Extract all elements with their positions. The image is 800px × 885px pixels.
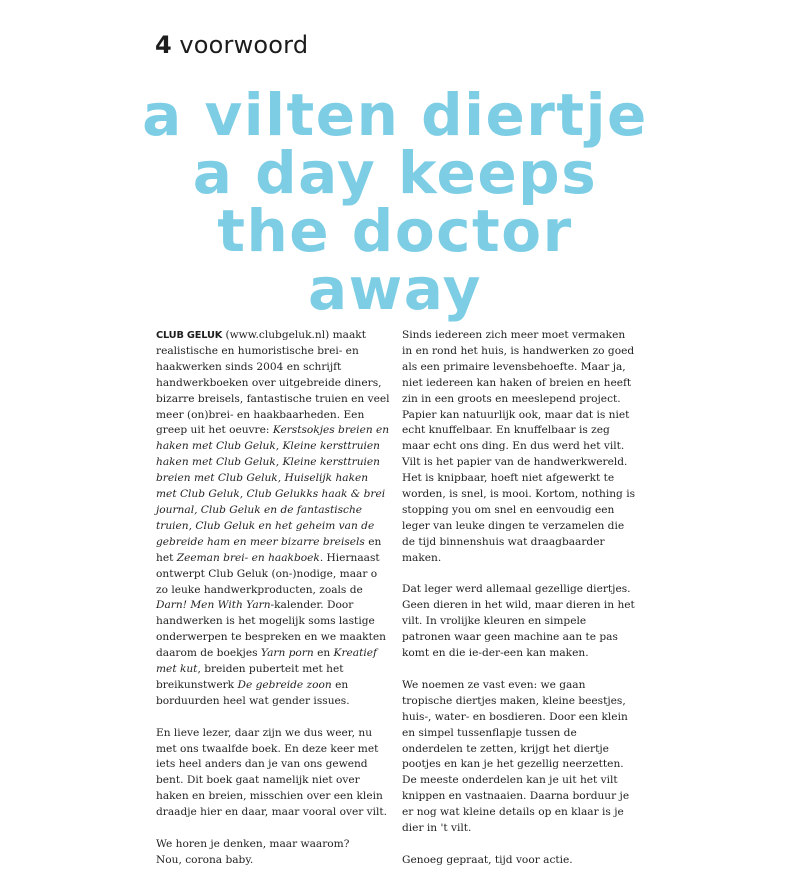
intro-text: (www.clubgeluk.nl) maakt realistische en humoristische brei- en haakwerken sinds 2004 en schrijft handwerkboeken over uitgebreide diners, bizarre breisels, fantastische truien en veel meer (on)brei- en haakbaarheden. Een greep uit het oeuvre: xyxy=(156,329,390,437)
right-column xyxy=(402,328,638,885)
kreatief-title: Kreatief met kut xyxy=(156,647,377,676)
yarn-porn-title: Yarn porn xyxy=(260,647,314,660)
body-paragraph: We noemen ze vast even: we gaan tropische diertjes maken, kleine beestjes, huis-, water- en bosdieren. Door een klein en simpel tussenflapje tussen de onderdelen te zetten, krijgt het diertje pootjes en kan je het gezellig neerzetten. De meeste onderdelen kan je uit het vilt knippen en vastnaaien. Daarna borduur je er nog wat kleine details op en klaar is je dier in 't vilt. xyxy=(402,678,630,835)
page-number: 4 xyxy=(155,31,172,59)
body-paragraph xyxy=(156,837,392,869)
book-titles: Kerstsokjes breien en haken met Club Geluk, Kleine kersttruien haken met Club Geluk, Kleine kersttruien breien met Club Geluk, Huiselijk haken met Club Geluk, Club Gelukks haak & brei journal, Club Geluk en de fantastische truien, Club Geluk en het geheim van de gebreide ham en meer bizarre breisels xyxy=(156,424,390,548)
connector-text: en het xyxy=(156,535,382,564)
closing-paragraph: Genoeg gepraat, tijd voor actie. xyxy=(402,853,573,866)
answer-line: Nou, corona baby. xyxy=(156,853,254,866)
question-line: We horen je denken, maar waarom? xyxy=(156,837,350,850)
headline-line-2: a day keeps xyxy=(192,139,598,207)
body-paragraph: En lieve lezer, daar zijn we dus weer, nu met ons twaalfde boek. En deze keer met iets heel anders dan je van ons gewend bent. Dit boek gaat namelijk niet over haken en breien, misschien over een klein draadje hier en daar, maar vooral over vilt. xyxy=(156,726,388,819)
calendar-text: -kalender. Door handwerken is het mogelijk soms lastige onderwerpen te bespreken en we maakten daarom de boekjes xyxy=(156,599,386,660)
brand-name: CLUB GELUK xyxy=(156,330,223,341)
section-title: voorwoord xyxy=(179,31,309,59)
headline-line-3: the doctor xyxy=(217,197,573,265)
zoon-title: De gebreide zoon xyxy=(237,678,332,691)
body-paragraph: Dat leger werd allemaal gezellige diertjes. Geen dieren in het wild, maar dieren in het vilt. In vrolijke kleuren en simpele patronen waar geen machine aan te pas komt en die ie-der-een kan maken. xyxy=(402,583,635,660)
headline-line-1: a vilten diertje xyxy=(142,81,648,149)
intro-paragraph xyxy=(156,328,392,710)
products-text: . Hiernaast ontwerpt Club Geluk (on-)nodige, maar o zo leuke handwerkproducten, zoals de xyxy=(156,551,380,596)
zeeman-title: Zeeman brei- en haakboek xyxy=(176,551,320,564)
section-header xyxy=(155,33,308,57)
body-paragraph: Sinds iedereen zich meer moet vermaken in en rond het huis, is handwerken zo goed als een primaire levensbehoefte. Maar ja, niet iedereen kan haken of breien en heeft zin in een groots en meeslepend project. Papier kan natuurlijk ook, maar dat is niet echt knuffelbaar. En knuffelbaar is zeg maar echt ons ding. En dus werd het vilt. Vilt is het papier van de handwerkwereld. Het is knipbaar, hoeft niet afgewerkt te worden, is snel, is mooi. Kortom, nothing is stopping you om snel en eenvoudig een leger van leuke dingen te verzamelen die de tijd binnenshuis wat draagbaarder maken. xyxy=(402,329,636,564)
left-column xyxy=(156,328,392,885)
gender-text: en borduurden heel wat gender issues. xyxy=(156,678,350,707)
darn-title: Darn! Men With Yarn xyxy=(156,599,271,612)
headline xyxy=(140,81,650,323)
puberty-text: , breiden puberteit met het breikunstwerk xyxy=(156,663,344,691)
headline-line-4: away xyxy=(308,255,482,323)
and-text: en xyxy=(313,647,334,660)
